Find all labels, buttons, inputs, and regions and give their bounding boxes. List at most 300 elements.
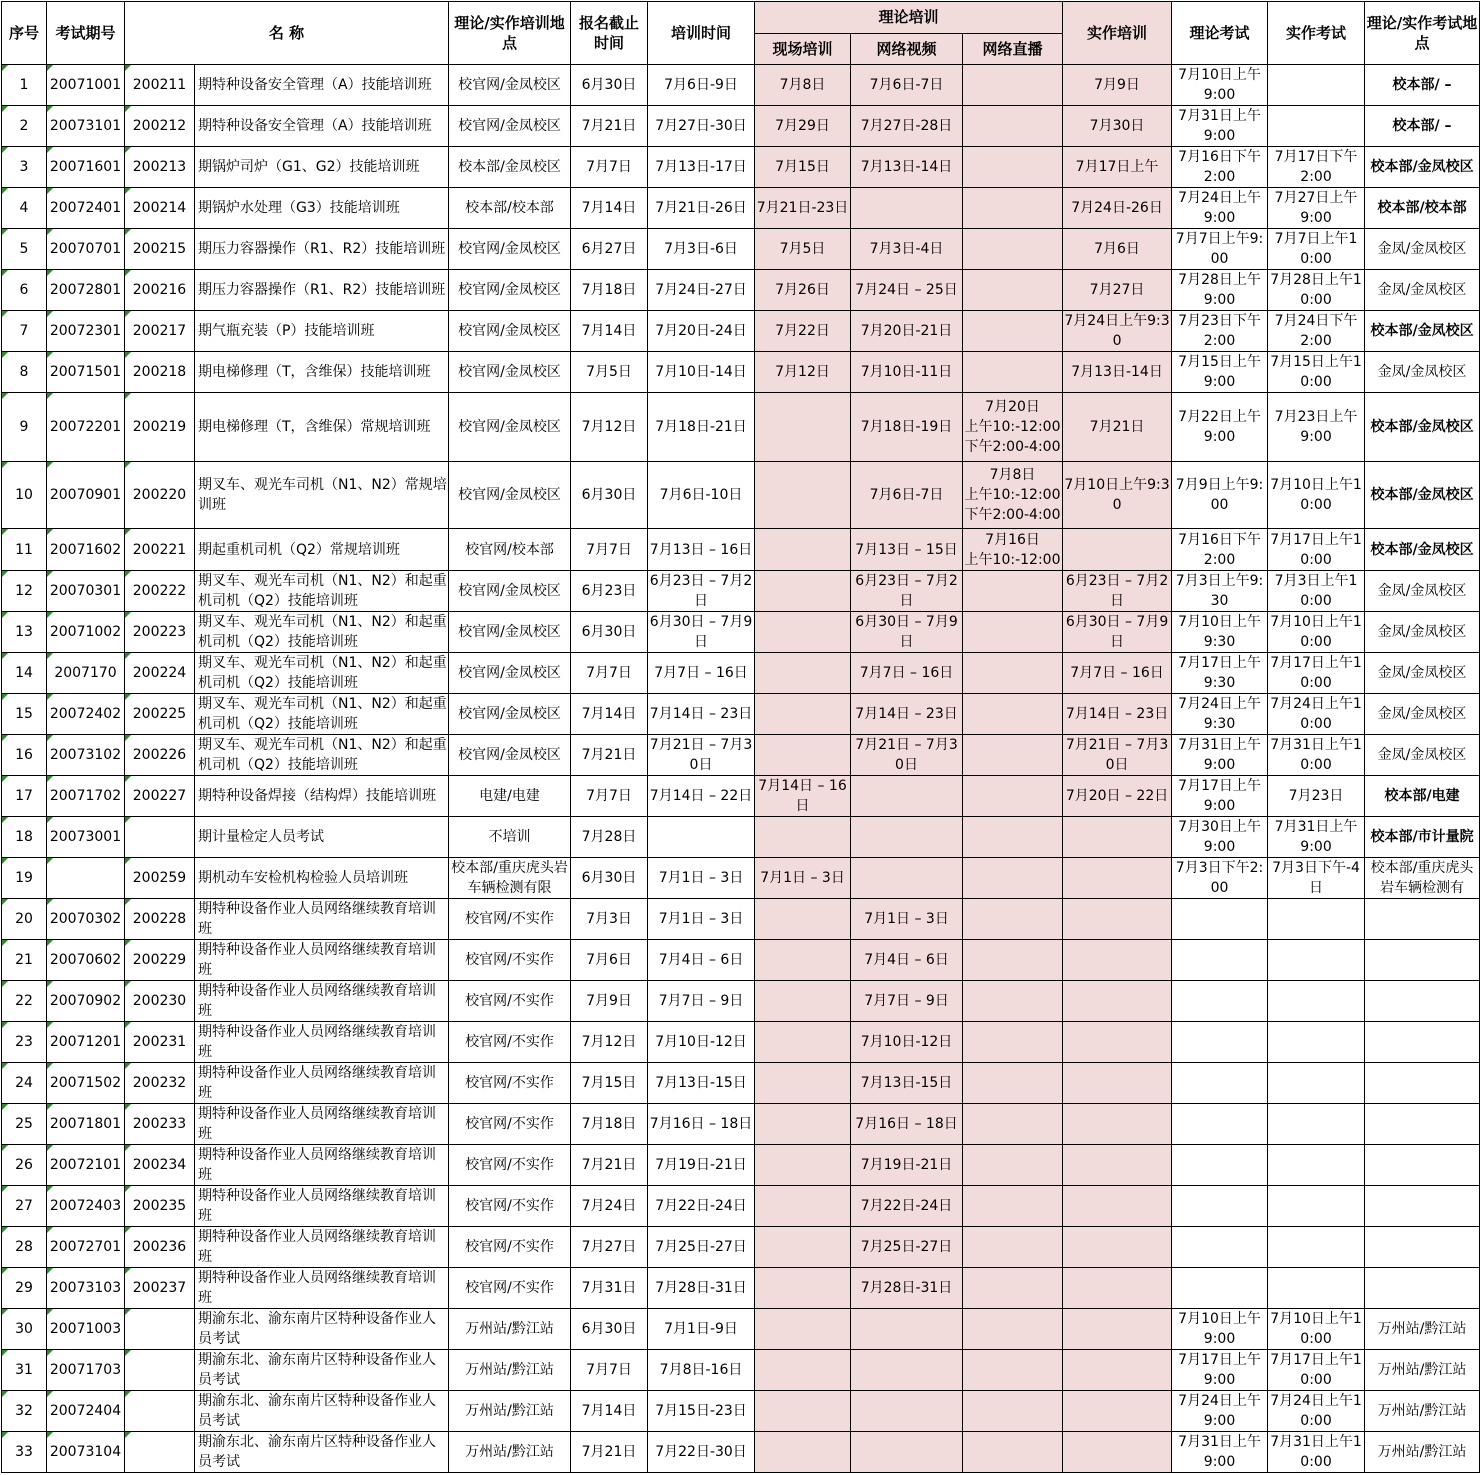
table-row [2, 735, 1480, 776]
row-train-time: 7月6日-9日 [648, 65, 755, 106]
row-practice: 7月13日-14日 [1063, 352, 1172, 393]
row-practice [1063, 1145, 1172, 1186]
row-theory-exam: 7月24日上午9:00 [1172, 1391, 1268, 1432]
row-practice [1063, 1022, 1172, 1063]
table-row [2, 229, 1480, 270]
row-exam-location: 校本部/ – [1365, 106, 1480, 147]
row-class-code [125, 1309, 195, 1350]
row-live [963, 1227, 1063, 1268]
row-practice-exam [1268, 1104, 1365, 1145]
row-video: 6月30日 – 7月9日 [851, 612, 963, 653]
row-name: 期锅炉司炉（G1、G2）技能培训班 [195, 147, 449, 188]
row-exam-location: 校本部/校本部 [1365, 188, 1480, 229]
table-row [2, 1063, 1480, 1104]
row-train-time: 7月21日 – 7月30日 [648, 735, 755, 776]
row-practice [1063, 1063, 1172, 1104]
table-row [2, 1104, 1480, 1145]
row-name: 期气瓶充装（P）技能培训班 [195, 311, 449, 352]
row-practice: 7月24日上午9:30 [1063, 311, 1172, 352]
row-location: 校本部/重庆虎头岩车辆检测有限 [449, 858, 571, 899]
row-practice: 7月24日-26日 [1063, 188, 1172, 229]
row-seq: 25 [2, 1104, 47, 1145]
row-theory-exam: 7月31日上午9:00 [1172, 106, 1268, 147]
row-practice-exam: 7月10日上午10:00 [1268, 462, 1365, 529]
row-deadline: 7月7日 [571, 653, 648, 694]
row-exam-location: 金凤/金凤校区 [1365, 229, 1480, 270]
row-location: 校官网/校本部 [449, 529, 571, 571]
table-row [2, 858, 1480, 899]
row-onsite [755, 1104, 851, 1145]
row-practice-exam [1268, 1063, 1365, 1104]
table-row [2, 1350, 1480, 1391]
row-train-time: 6月23日 – 7月2日 [648, 571, 755, 612]
row-practice-exam: 7月10日上午10:00 [1268, 1309, 1365, 1350]
row-exam-location: 校本部/金凤校区 [1365, 529, 1480, 571]
header-video: 网络视频 [851, 33, 963, 65]
table-row [2, 1145, 1480, 1186]
table-row [2, 1432, 1480, 1473]
row-exam-no: 20072403 [47, 1186, 125, 1227]
row-seq: 33 [2, 1432, 47, 1473]
training-schedule-table [1, 1, 1480, 1473]
table-row [2, 653, 1480, 694]
row-location: 校官网/金凤校区 [449, 106, 571, 147]
row-exam-no: 20072101 [47, 1145, 125, 1186]
row-class-code: 200213 [125, 147, 195, 188]
header-onsite: 现场培训 [755, 33, 851, 65]
row-name: 期特种设备安全管理（A）技能培训班 [195, 106, 449, 147]
row-seq: 7 [2, 311, 47, 352]
row-class-code: 200232 [125, 1063, 195, 1104]
row-location: 校官网/不实作 [449, 899, 571, 940]
row-name: 期特种设备作业人员网络继续教育培训班 [195, 899, 449, 940]
row-theory-exam [1172, 1104, 1268, 1145]
row-onsite: 7月1日 – 3日 [755, 858, 851, 899]
row-live [963, 65, 1063, 106]
row-live [963, 1022, 1063, 1063]
row-theory-exam: 7月3日下午2:00 [1172, 858, 1268, 899]
row-exam-no: 20073104 [47, 1432, 125, 1473]
row-location: 校官网/不实作 [449, 1063, 571, 1104]
row-name: 期电梯修理（T，含维保）技能培训班 [195, 352, 449, 393]
row-practice [1063, 981, 1172, 1022]
row-class-code: 200236 [125, 1227, 195, 1268]
row-theory-exam [1172, 1186, 1268, 1227]
table-row [2, 1186, 1480, 1227]
row-deadline: 7月27日 [571, 1227, 648, 1268]
row-train-time [648, 817, 755, 858]
row-exam-location [1365, 1186, 1480, 1227]
row-name: 期特种设备作业人员网络继续教育培训班 [195, 1268, 449, 1309]
row-location: 校官网/金凤校区 [449, 65, 571, 106]
row-location: 万州站/黔江站 [449, 1309, 571, 1350]
row-exam-location: 金凤/金凤校区 [1365, 571, 1480, 612]
row-onsite [755, 571, 851, 612]
row-theory-exam: 7月22日上午9:00 [1172, 393, 1268, 462]
row-seq: 14 [2, 653, 47, 694]
row-theory-exam: 7月17日上午9:00 [1172, 776, 1268, 817]
row-train-time: 7月22日-30日 [648, 1432, 755, 1473]
row-practice: 7月9日 [1063, 65, 1172, 106]
row-practice-exam: 7月10日上午10:00 [1268, 612, 1365, 653]
row-onsite [755, 1022, 851, 1063]
table-row [2, 1022, 1480, 1063]
row-video [851, 1309, 963, 1350]
header-deadline: 报名截止时间 [571, 2, 648, 65]
row-theory-exam: 7月10日上午9:00 [1172, 1309, 1268, 1350]
row-onsite: 7月15日 [755, 147, 851, 188]
row-class-code: 200211 [125, 65, 195, 106]
row-live [963, 940, 1063, 981]
row-train-time: 6月30日 – 7月9日 [648, 612, 755, 653]
row-practice [1063, 1186, 1172, 1227]
row-practice-exam [1268, 981, 1365, 1022]
row-location: 校官网/不实作 [449, 940, 571, 981]
row-seq: 17 [2, 776, 47, 817]
row-name: 期机动车安检机构检验人员培训班 [195, 858, 449, 899]
table-row [2, 899, 1480, 940]
row-deadline: 7月7日 [571, 1350, 648, 1391]
row-exam-location: 金凤/金凤校区 [1365, 694, 1480, 735]
row-practice-exam: 7月24日上午10:00 [1268, 694, 1365, 735]
row-class-code: 200220 [125, 462, 195, 529]
row-train-time: 7月7日 – 9日 [648, 981, 755, 1022]
row-live [963, 735, 1063, 776]
row-location: 校官网/不实作 [449, 1186, 571, 1227]
row-onsite: 7月26日 [755, 270, 851, 311]
row-location: 校官网/金凤校区 [449, 612, 571, 653]
row-train-time: 7月19日-21日 [648, 1145, 755, 1186]
row-class-code: 200234 [125, 1145, 195, 1186]
row-exam-location: 金凤/金凤校区 [1365, 352, 1480, 393]
row-seq: 31 [2, 1350, 47, 1391]
row-practice [1063, 1391, 1172, 1432]
row-class-code: 200214 [125, 188, 195, 229]
row-onsite [755, 1432, 851, 1473]
row-exam-no: 20071003 [47, 1309, 125, 1350]
row-location: 校官网/不实作 [449, 1022, 571, 1063]
row-live [963, 612, 1063, 653]
row-live [963, 1432, 1063, 1473]
row-theory-exam: 7月24日上午9:00 [1172, 188, 1268, 229]
row-name: 期叉车、观光车司机（N1、N2）和起重机司机（Q2）技能培训班 [195, 653, 449, 694]
row-practice [1063, 1227, 1172, 1268]
row-video [851, 858, 963, 899]
row-practice-exam [1268, 65, 1365, 106]
row-deadline: 7月14日 [571, 1391, 648, 1432]
row-practice-exam: 7月24日上午10:00 [1268, 1391, 1365, 1432]
table-row [2, 1309, 1480, 1350]
row-practice-exam [1268, 899, 1365, 940]
row-onsite [755, 1186, 851, 1227]
row-exam-no: 20073103 [47, 1268, 125, 1309]
row-onsite [755, 981, 851, 1022]
row-name: 期特种设备作业人员网络继续教育培训班 [195, 1227, 449, 1268]
row-deadline: 7月7日 [571, 147, 648, 188]
row-theory-exam: 7月23日下午2:00 [1172, 311, 1268, 352]
row-name: 期特种设备安全管理（A）技能培训班 [195, 65, 449, 106]
row-theory-exam: 7月16日下午2:00 [1172, 147, 1268, 188]
row-class-code: 200222 [125, 571, 195, 612]
row-onsite [755, 1391, 851, 1432]
row-class-code: 200228 [125, 899, 195, 940]
row-practice [1063, 940, 1172, 981]
row-name: 期锅炉水处理（G3）技能培训班 [195, 188, 449, 229]
row-video [851, 1432, 963, 1473]
row-theory-exam [1172, 1268, 1268, 1309]
row-video: 7月6日-7日 [851, 65, 963, 106]
row-video: 7月4日 – 6日 [851, 940, 963, 981]
row-seq: 27 [2, 1186, 47, 1227]
row-train-time: 7月13日 – 16日 [648, 529, 755, 571]
row-practice-exam: 7月15日上午10:00 [1268, 352, 1365, 393]
row-train-time: 7月22日-24日 [648, 1186, 755, 1227]
row-deadline: 7月14日 [571, 188, 648, 229]
row-exam-location: 万州站/黔江站 [1365, 1432, 1480, 1473]
row-name: 期叉车、观光车司机（N1、N2）常规培训班 [195, 462, 449, 529]
row-exam-location [1365, 1063, 1480, 1104]
row-class-code: 200226 [125, 735, 195, 776]
row-onsite: 7月14日 – 16日 [755, 776, 851, 817]
row-deadline: 7月21日 [571, 1145, 648, 1186]
row-deadline: 7月9日 [571, 981, 648, 1022]
row-name: 期特种设备作业人员网络继续教育培训班 [195, 981, 449, 1022]
row-train-time: 7月20日-24日 [648, 311, 755, 352]
table-row [2, 147, 1480, 188]
header-location: 理论/实作培训地点 [449, 2, 571, 65]
row-name: 期渝东北、渝东南片区特种设备作业人员考试 [195, 1432, 449, 1473]
row-class-code: 200237 [125, 1268, 195, 1309]
row-practice [1063, 1104, 1172, 1145]
table-row [2, 188, 1480, 229]
row-onsite [755, 940, 851, 981]
row-train-time: 7月25日-27日 [648, 1227, 755, 1268]
row-onsite [755, 1350, 851, 1391]
row-theory-exam [1172, 1022, 1268, 1063]
row-seq: 20 [2, 899, 47, 940]
row-practice-exam: 7月17日上午10:00 [1268, 653, 1365, 694]
row-seq: 21 [2, 940, 47, 981]
row-onsite [755, 393, 851, 462]
row-seq: 30 [2, 1309, 47, 1350]
row-class-code: 200219 [125, 393, 195, 462]
row-deadline: 7月7日 [571, 776, 648, 817]
row-exam-location: 万州站/黔江站 [1365, 1350, 1480, 1391]
row-theory-exam: 7月30日上午9:00 [1172, 817, 1268, 858]
row-live [963, 899, 1063, 940]
row-seq: 6 [2, 270, 47, 311]
row-seq: 15 [2, 694, 47, 735]
row-exam-no: 20073001 [47, 817, 125, 858]
row-exam-no: 20071501 [47, 352, 125, 393]
row-location: 校官网/金凤校区 [449, 653, 571, 694]
row-practice [1063, 1309, 1172, 1350]
row-practice-exam: 7月24日下午2:00 [1268, 311, 1365, 352]
row-exam-location: 校本部/金凤校区 [1365, 147, 1480, 188]
table-row [2, 529, 1480, 571]
row-seq: 26 [2, 1145, 47, 1186]
row-practice: 7月6日 [1063, 229, 1172, 270]
row-video: 7月18日-19日 [851, 393, 963, 462]
row-location: 校官网/不实作 [449, 981, 571, 1022]
row-seq: 28 [2, 1227, 47, 1268]
row-onsite [755, 817, 851, 858]
row-train-time: 7月14日 – 22日 [648, 776, 755, 817]
row-exam-location: 万州站/黔江站 [1365, 1391, 1480, 1432]
row-location: 不培训 [449, 817, 571, 858]
row-location: 校官网/金凤校区 [449, 393, 571, 462]
row-practice-exam: 7月28日上午10:00 [1268, 270, 1365, 311]
row-deadline: 7月6日 [571, 940, 648, 981]
row-name: 期特种设备作业人员网络继续教育培训班 [195, 1022, 449, 1063]
row-live [963, 1350, 1063, 1391]
row-practice [1063, 1268, 1172, 1309]
row-practice [1063, 899, 1172, 940]
row-train-time: 7月7日 – 16日 [648, 653, 755, 694]
row-class-code [125, 1350, 195, 1391]
row-deadline: 7月31日 [571, 1268, 648, 1309]
row-video: 7月13日-14日 [851, 147, 963, 188]
row-video: 7月20日-21日 [851, 311, 963, 352]
row-live [963, 270, 1063, 311]
row-exam-no: 20073102 [47, 735, 125, 776]
table-row [2, 981, 1480, 1022]
row-video: 7月13日-15日 [851, 1063, 963, 1104]
row-seq: 5 [2, 229, 47, 270]
row-exam-no: 20071001 [47, 65, 125, 106]
row-onsite [755, 1268, 851, 1309]
row-name: 期渝东北、渝东南片区特种设备作业人员考试 [195, 1350, 449, 1391]
row-name: 期计量检定人员考试 [195, 817, 449, 858]
row-theory-exam [1172, 1145, 1268, 1186]
row-exam-no: 20072701 [47, 1227, 125, 1268]
row-live [963, 981, 1063, 1022]
row-train-time: 7月24日-27日 [648, 270, 755, 311]
row-theory-exam: 7月7日上午9:00 [1172, 229, 1268, 270]
row-practice: 7月27日 [1063, 270, 1172, 311]
row-onsite [755, 735, 851, 776]
row-train-time: 7月6日-10日 [648, 462, 755, 529]
row-deadline: 7月5日 [571, 352, 648, 393]
row-exam-no: 20070901 [47, 462, 125, 529]
row-deadline: 6月30日 [571, 858, 648, 899]
row-name: 期压力容器操作（R1、R2）技能培训班 [195, 270, 449, 311]
row-practice-exam [1268, 106, 1365, 147]
table-row [2, 393, 1480, 462]
row-class-code: 200230 [125, 981, 195, 1022]
table-row [2, 270, 1480, 311]
row-name: 期起重机司机（Q2）常规培训班 [195, 529, 449, 571]
row-class-code [125, 1391, 195, 1432]
row-exam-no: 20071002 [47, 612, 125, 653]
row-train-time: 7月13日-15日 [648, 1063, 755, 1104]
row-class-code: 200223 [125, 612, 195, 653]
row-exam-no: 20073101 [47, 106, 125, 147]
row-exam-location [1365, 1022, 1480, 1063]
row-live [963, 1391, 1063, 1432]
header-theory-train: 理论培训 [755, 2, 1063, 34]
row-video [851, 1391, 963, 1432]
row-exam-location [1365, 940, 1480, 981]
row-train-time: 7月14日 – 23日 [648, 694, 755, 735]
row-seq: 8 [2, 352, 47, 393]
row-exam-location: 金凤/金凤校区 [1365, 270, 1480, 311]
header-exam-location: 理论/实作考试地点 [1365, 2, 1480, 65]
row-onsite [755, 612, 851, 653]
row-exam-location: 金凤/金凤校区 [1365, 735, 1480, 776]
row-live [963, 1309, 1063, 1350]
row-onsite [755, 529, 851, 571]
row-class-code: 200235 [125, 1186, 195, 1227]
row-live [963, 188, 1063, 229]
row-class-code: 200218 [125, 352, 195, 393]
row-exam-location: 校本部/市计量院 [1365, 817, 1480, 858]
row-train-time: 7月1日-9日 [648, 1309, 755, 1350]
row-video: 6月23日 – 7月2日 [851, 571, 963, 612]
row-onsite [755, 462, 851, 529]
row-practice-exam: 7月3日上午10:00 [1268, 571, 1365, 612]
row-seq: 23 [2, 1022, 47, 1063]
row-practice-exam [1268, 1022, 1365, 1063]
row-live [963, 352, 1063, 393]
row-train-time: 7月8日-16日 [648, 1350, 755, 1391]
row-onsite: 7月22日 [755, 311, 851, 352]
table-body [2, 65, 1480, 1473]
row-video: 7月28日-31日 [851, 1268, 963, 1309]
row-location: 校官网/金凤校区 [449, 735, 571, 776]
row-name: 期渝东北、渝东南片区特种设备作业人员考试 [195, 1391, 449, 1432]
row-train-time: 7月1日 – 3日 [648, 899, 755, 940]
row-train-time: 7月18日-21日 [648, 393, 755, 462]
row-live [963, 571, 1063, 612]
row-practice-exam: 7月27日上午9:00 [1268, 188, 1365, 229]
row-name: 期叉车、观光车司机（N1、N2）和起重机司机（Q2）技能培训班 [195, 694, 449, 735]
header-name: 名 称 [125, 2, 449, 65]
row-deadline: 7月15日 [571, 1063, 648, 1104]
row-name: 期叉车、观光车司机（N1、N2）和起重机司机（Q2）技能培训班 [195, 612, 449, 653]
row-deadline: 7月24日 [571, 1186, 648, 1227]
row-exam-no: 20072301 [47, 311, 125, 352]
row-practice-exam [1268, 940, 1365, 981]
table-row [2, 694, 1480, 735]
row-onsite [755, 694, 851, 735]
row-deadline: 7月14日 [571, 694, 648, 735]
row-train-time: 7月27日-30日 [648, 106, 755, 147]
row-seq: 1 [2, 65, 47, 106]
row-video [851, 188, 963, 229]
row-practice-exam: 7月3日下午-4日 [1268, 858, 1365, 899]
row-seq: 12 [2, 571, 47, 612]
row-deadline: 7月18日 [571, 1104, 648, 1145]
row-video: 7月14日 – 23日 [851, 694, 963, 735]
row-practice [1063, 529, 1172, 571]
row-theory-exam: 7月24日上午9:30 [1172, 694, 1268, 735]
row-name: 期特种设备作业人员网络继续教育培训班 [195, 1186, 449, 1227]
row-video: 7月7日 – 16日 [851, 653, 963, 694]
row-location: 校官网/金凤校区 [449, 462, 571, 529]
row-theory-exam: 7月28日上午9:00 [1172, 270, 1268, 311]
row-live [963, 1268, 1063, 1309]
row-deadline: 7月3日 [571, 899, 648, 940]
row-video: 7月27日-28日 [851, 106, 963, 147]
row-seq: 4 [2, 188, 47, 229]
row-live [963, 776, 1063, 817]
row-name: 期叉车、观光车司机（N1、N2）和起重机司机（Q2）技能培训班 [195, 735, 449, 776]
row-exam-location: 校本部/金凤校区 [1365, 462, 1480, 529]
row-deadline: 6月23日 [571, 571, 648, 612]
row-train-time: 7月4日 – 6日 [648, 940, 755, 981]
row-practice: 7月20日 – 22日 [1063, 776, 1172, 817]
